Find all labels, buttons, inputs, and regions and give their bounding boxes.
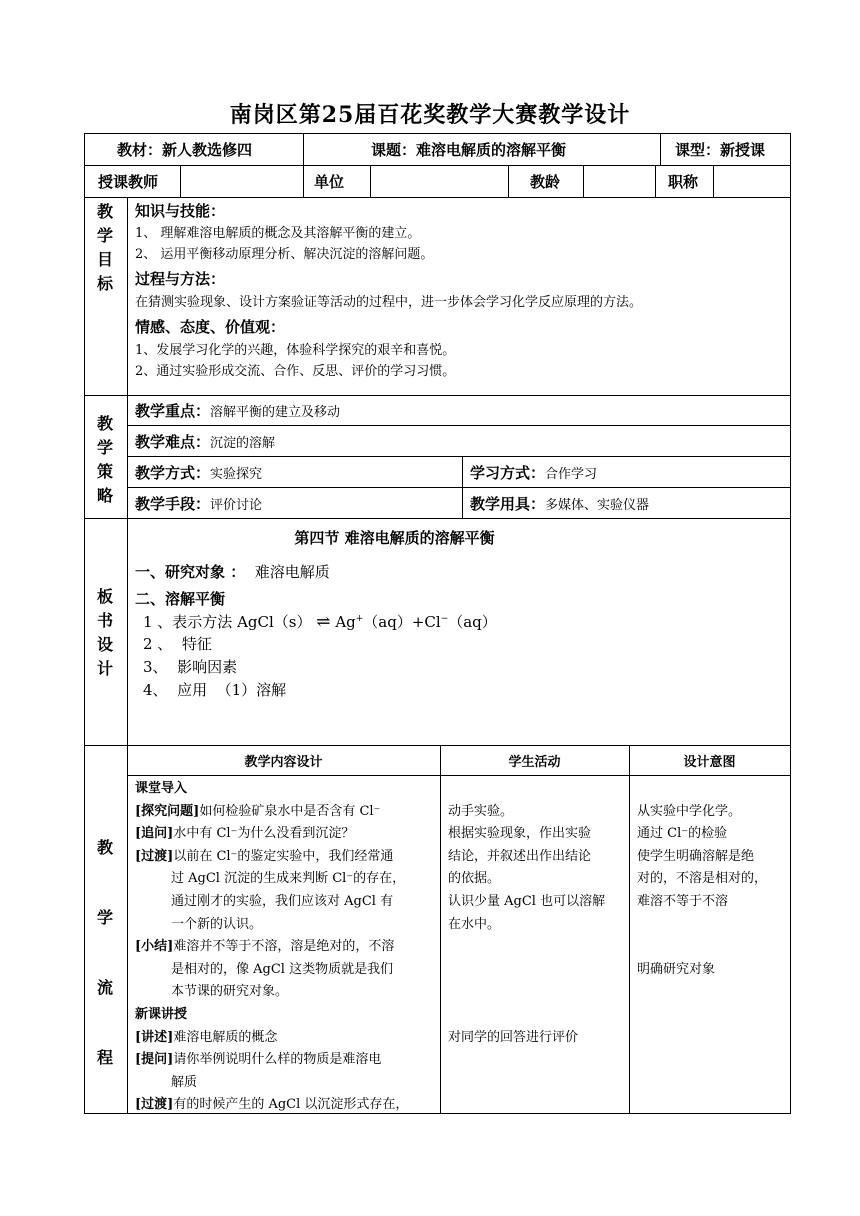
flow-content-line <box>135 1027 437 1050</box>
flow-content-line <box>135 914 437 937</box>
flow-text: 新课讲授 <box>135 1006 188 1022</box>
process-heading: 过程与方法： <box>135 270 226 288</box>
board-side-label: 板 书 设 计 <box>96 587 113 678</box>
flow-content-line <box>135 778 437 801</box>
flow-tag: [追问] <box>135 826 174 842</box>
flow-content-line <box>135 801 437 824</box>
flow-content-line <box>135 959 437 982</box>
flow-student-column <box>448 778 626 1049</box>
rule-row2 <box>84 197 791 198</box>
rule-flow-header <box>127 775 791 776</box>
rule-row1 <box>84 165 791 166</box>
flow-intent-line: 难溶不等于不溶 <box>637 893 729 909</box>
flow-intent-line: 使学生明确溶解是绝 <box>637 848 755 864</box>
flow-intent-line: 通过 Cl⁻的检验 <box>637 826 728 842</box>
knowledge-item-1: 1、 理解难溶电解质的概念及其溶解平衡的建立。 <box>135 226 421 241</box>
emotion-item-1: 1、发展学习化学的兴趣，体验科学探究的艰辛和喜悦。 <box>135 343 456 358</box>
rule-r2-c <box>370 165 371 197</box>
knowledge-item-2: 2、 运用平衡移动原理分析、解决沉淀的溶解问题。 <box>135 247 434 262</box>
emotion-item-2: 2、通过实验形成交流、合作、反思、评价的学习习惯。 <box>135 364 456 379</box>
board-line-3: 3、 影响因素 <box>143 658 238 676</box>
rule-r2-b <box>303 165 304 197</box>
flow-tag: [小结] <box>135 939 174 955</box>
flow-col3-header: 设计意图 <box>683 755 736 770</box>
flow-content-line <box>135 1049 437 1072</box>
textbook-cell: 教材：新人教选修四 <box>117 141 253 159</box>
title-label: 职称 <box>668 173 699 191</box>
learning-method: 学习方式：合作学习 <box>470 464 598 482</box>
rule-objectives-bottom <box>84 395 791 396</box>
flow-tag: [探究问题] <box>135 803 200 819</box>
years-label: 教龄 <box>530 173 561 191</box>
flow-content-column <box>135 778 437 1117</box>
flow-student-line <box>448 959 626 982</box>
rule-r2-f <box>655 165 656 197</box>
page-title: 南岗区第25届百花奖教学大赛教学设计 <box>229 102 631 128</box>
knowledge-heading: 知识与技能： <box>135 202 226 220</box>
flow-col1-header: 教学内容设计 <box>244 755 323 770</box>
rule-flow-col2 <box>440 745 441 1114</box>
flow-content-line <box>135 891 437 914</box>
flow-text: 有的时候产生的 AgCl 以沉淀形式存在， <box>173 1097 409 1113</box>
flow-tag: [讲述] <box>135 1029 174 1045</box>
flow-text: 本节课的研究对象。 <box>171 984 289 1000</box>
rule-r1-b <box>660 133 661 165</box>
flow-content-line <box>135 981 437 1004</box>
board-item-2: 二、溶解平衡 <box>135 590 226 608</box>
lesson-type-cell: 课型：新授课 <box>675 141 766 159</box>
board-item-1: 一、研究对象 ： 难溶电解质 <box>135 563 330 581</box>
rule-strategy-3 <box>127 487 791 488</box>
board-heading: 第四节 难溶电解质的溶解平衡 <box>294 529 495 547</box>
flow-tag: [过渡] <box>135 1097 174 1113</box>
board-line-4: 4、 应用 （1）溶解 <box>143 681 287 699</box>
flow-content-line <box>135 1094 437 1117</box>
rule-strategy-1 <box>127 425 791 426</box>
flow-student-line <box>448 981 626 1004</box>
rule-r2-d <box>508 165 509 197</box>
teaching-means: 教学手段：评价讨论 <box>135 495 263 513</box>
flow-tag: [提问] <box>135 1052 174 1068</box>
objectives-side-label: 教 学 目 标 <box>96 202 113 293</box>
flow-content-line <box>135 1072 437 1095</box>
flow-text: 解质 <box>171 1074 198 1090</box>
rule-flow-col3 <box>629 745 630 1114</box>
flow-student-line: 结论，并叙述出作出结论 <box>448 848 592 864</box>
topic-cell: 课题：难溶电解质的溶解平衡 <box>371 141 567 159</box>
rule-left <box>84 133 85 1114</box>
flow-intent-line <box>637 914 787 937</box>
flow-student-line: 认识少量 AgCl 也可以溶解 <box>448 893 606 909</box>
flow-intent-column <box>637 778 787 981</box>
flow-intent-line: 明确研究对象 <box>637 961 716 977</box>
flow-text: 请你举例说明什么样的物质是难溶电 <box>173 1052 382 1068</box>
teaching-tools: 教学用具：多媒体、实验仪器 <box>470 495 650 513</box>
teaching-focus: 教学重点：溶解平衡的建立及移动 <box>135 402 341 420</box>
board-line-2: 2 、 特征 <box>143 635 212 653</box>
rule-r2-e <box>583 165 584 197</box>
flow-side-label: 教 学 流 程 <box>96 838 113 1067</box>
strategy-side-label: 教 学 策 略 <box>96 414 113 505</box>
teacher-label: 授课教师 <box>98 173 159 191</box>
flow-text: 一个新的认识。 <box>171 916 263 932</box>
equilibrium-arrow-icon: ⇌ <box>316 612 331 632</box>
process-item-1: 在猜测实验现象、设计方案验证等活动的过程中，进一步体会学习化学反应原理的方法。 <box>135 295 643 310</box>
flow-content-line <box>135 823 437 846</box>
flow-text: 是相对的，像 AgCl 这类物质就是我们 <box>171 961 394 977</box>
flow-content-line <box>135 1004 437 1027</box>
flow-text: 以前在 Cl⁻的鉴定实验中，我们经常通 <box>173 848 394 864</box>
rule-top <box>84 133 791 134</box>
flow-col2-header: 学生活动 <box>508 755 561 770</box>
flow-text: 水中有 Cl⁻为什么没看到沉淀？ <box>173 826 355 842</box>
rule-side-col <box>127 197 128 1114</box>
flow-content-line <box>135 846 437 869</box>
rule-r1-a <box>303 133 304 165</box>
flow-tag: [过渡] <box>135 848 174 864</box>
flow-student-line <box>448 1004 626 1027</box>
board-line-1: 1 、表示方法 AgCl（s） ⇌ Ag+（aq）+Cl−（aq） <box>143 612 497 632</box>
flow-student-line: 在水中。 <box>448 916 501 932</box>
emotion-heading: 情感、态度、价值观： <box>135 318 286 336</box>
rule-r2-a <box>180 165 181 197</box>
flow-student-line: 根据实验现象，作出实验 <box>448 826 592 842</box>
rule-board-bottom <box>84 745 791 746</box>
rule-r2-g <box>713 165 714 197</box>
rule-right <box>790 133 791 1114</box>
unit-label: 单位 <box>314 173 345 191</box>
rule-strategy-2 <box>127 456 791 457</box>
rule-strategy-bottom <box>84 518 791 519</box>
flow-student-line <box>448 936 626 959</box>
objectives-content <box>135 200 785 382</box>
flow-text: 难溶电解质的概念 <box>173 1029 278 1045</box>
teaching-difficulty: 教学难点：沉淀的溶解 <box>135 433 276 451</box>
flow-text: 难溶并不等于不溶，溶是绝对的，不溶 <box>173 939 395 955</box>
flow-student-line: 对同学的回答进行评价 <box>448 1029 579 1045</box>
flow-content-line <box>135 936 437 959</box>
flow-text: 过 AgCl 沉淀的生成来判断 Cl⁻的存在， <box>171 871 406 887</box>
flow-text: 通过刚才的实验，我们应该对 AgCl 有 <box>171 893 394 909</box>
flow-content-line <box>135 868 437 891</box>
teaching-method: 教学方式：实验探究 <box>135 464 263 482</box>
flow-intent-line <box>637 936 787 959</box>
flow-student-line: 的依据。 <box>448 871 501 887</box>
flow-text: 课堂导入 <box>135 781 188 796</box>
flow-text: 如何检验矿泉水中是否含有 Cl⁻ <box>199 803 381 819</box>
flow-student-line: 动手实验。 <box>448 803 514 819</box>
flow-intent-line <box>637 778 787 801</box>
flow-intent-line: 从实验中学化学。 <box>637 803 742 819</box>
flow-student-line <box>448 778 626 801</box>
flow-intent-line: 对的，不溶是相对的， <box>637 871 768 887</box>
rule-strategy-split <box>462 456 463 518</box>
